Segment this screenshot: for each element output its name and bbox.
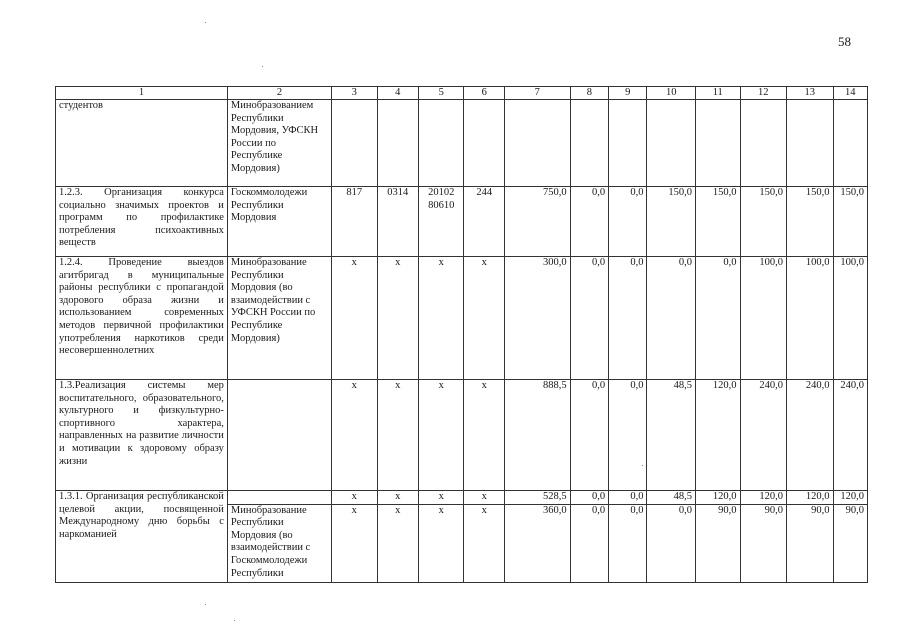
column-header: 12 (740, 87, 787, 100)
cell-col10: 150,0 (647, 187, 696, 257)
cell-col9: 0,0 (609, 504, 647, 582)
cell-col12 (740, 100, 787, 187)
cell-col13: 240,0 (787, 380, 834, 491)
cell-col7: 528,5 (504, 491, 570, 505)
cell-col5: x (418, 257, 464, 380)
cell-col5: x (418, 380, 464, 491)
cell-col9 (609, 100, 647, 187)
cell-col10: 0,0 (647, 504, 696, 582)
cell-col11: 90,0 (696, 504, 740, 582)
cell-col11 (696, 100, 740, 187)
cell-col7: 300,0 (504, 257, 570, 380)
column-header: 9 (609, 87, 647, 100)
cell-col3: x (332, 491, 378, 505)
table-row (56, 187, 868, 257)
table-row (56, 100, 868, 187)
table-row (56, 257, 868, 380)
cell-col6: x (464, 380, 504, 491)
column-header: 2 (227, 87, 331, 100)
cell-col14: 100,0 (833, 257, 868, 380)
responsible-executor (227, 380, 331, 491)
cell-col4 (377, 100, 418, 187)
cell-col9: 0,0 (609, 380, 647, 491)
cell-col12: 100,0 (740, 257, 787, 380)
responsible-executor: Минобразование Республики Мордовия (во взаимодействии с УФСКН России по Республике Мордовия) (227, 257, 331, 380)
cell-col12: 150,0 (740, 187, 787, 257)
column-header: 10 (647, 87, 696, 100)
cell-col12: 90,0 (740, 504, 787, 582)
cell-col4: 0314 (377, 187, 418, 257)
table-row (56, 380, 868, 491)
column-header: 5 (418, 87, 464, 100)
table-row (56, 491, 868, 505)
cell-col4: x (377, 491, 418, 505)
cell-col10 (647, 100, 696, 187)
cell-col8: 0,0 (570, 504, 608, 582)
cell-col8: 0,0 (570, 187, 608, 257)
column-header: 3 (332, 87, 378, 100)
cell-col13 (787, 100, 834, 187)
column-header: 7 (504, 87, 570, 100)
cell-col14 (833, 100, 868, 187)
cell-col6: x (464, 491, 504, 505)
cell-col7: 360,0 (504, 504, 570, 582)
budget-table (55, 86, 868, 583)
column-header: 6 (464, 87, 504, 100)
column-header: 1 (56, 87, 228, 100)
cell-col5: 20102 80610 (418, 187, 464, 257)
measure-name: 1.2.4. Проведение выездов агитбригад в муниципальные районы республики с пропагандой здорового образа жизни и использованием современных методов первичной профилактики употребления наркотиков среди несовершеннолетних (56, 257, 228, 380)
cell-col6: 244 (464, 187, 504, 257)
cell-col3 (332, 100, 378, 187)
cell-col5 (418, 100, 464, 187)
cell-col14: 90,0 (833, 504, 868, 582)
cell-col7 (504, 100, 570, 187)
cell-col10: 0,0 (647, 257, 696, 380)
column-header: 13 (787, 87, 834, 100)
cell-col8: 0,0 (570, 491, 608, 505)
cell-col6: x (464, 504, 504, 582)
cell-col6 (464, 100, 504, 187)
measure-name: 1.3.1. Организация республиканской целевой акции, посвященной Международному дню борьбы с наркоманией (56, 491, 228, 583)
cell-col13: 150,0 (787, 187, 834, 257)
column-header: 11 (696, 87, 740, 100)
cell-col7: 888,5 (504, 380, 570, 491)
cell-col11: 150,0 (696, 187, 740, 257)
cell-col14: 150,0 (833, 187, 868, 257)
column-header: 14 (833, 87, 868, 100)
cell-col9: 0,0 (609, 187, 647, 257)
cell-col8: 0,0 (570, 257, 608, 380)
scan-speck (205, 22, 206, 23)
cell-col3: x (332, 380, 378, 491)
cell-col8: 0,0 (570, 380, 608, 491)
cell-col13: 120,0 (787, 491, 834, 505)
cell-col4: x (377, 257, 418, 380)
scan-speck (262, 66, 263, 67)
cell-col13: 100,0 (787, 257, 834, 380)
responsible-executor: Минобразованием Республики Мордовия, УФСКН России по Республике Мордовия) (227, 100, 331, 187)
cell-col13: 90,0 (787, 504, 834, 582)
cell-col11: 120,0 (696, 491, 740, 505)
responsible-executor: Госкоммолодежи Республики Мордовия (227, 187, 331, 257)
cell-col7: 750,0 (504, 187, 570, 257)
cell-col8 (570, 100, 608, 187)
cell-col9: 0,0 (609, 257, 647, 380)
cell-col6: x (464, 257, 504, 380)
cell-col11: 0,0 (696, 257, 740, 380)
responsible-executor (227, 491, 331, 505)
cell-col14: 120,0 (833, 491, 868, 505)
cell-col12: 240,0 (740, 380, 787, 491)
page-number: 58 (838, 34, 851, 49)
measure-name: 1.3.Реализация системы мер воспитательного, образовательного, культурного и физкультурно-спортивного характера, направленных на развитие личности и мотивации к здоровому образу жизни (56, 380, 228, 491)
cell-col4: x (377, 504, 418, 582)
scan-speck (205, 604, 206, 605)
cell-col5: x (418, 491, 464, 505)
column-header: 8 (570, 87, 608, 100)
cell-col11: 120,0 (696, 380, 740, 491)
responsible-executor: Минобразование Республики Мордовия (во взаимодействии с Госкоммолодежи Республики (227, 504, 331, 582)
cell-col4: x (377, 380, 418, 491)
measure-name: 1.2.3. Организация конкурса социально значимых проектов и программ по профилактике потребления психоактивных веществ (56, 187, 228, 257)
cell-col10: 48,5 (647, 491, 696, 505)
cell-col9: 0,0 (609, 491, 647, 505)
cell-col3: x (332, 257, 378, 380)
cell-col5: x (418, 504, 464, 582)
column-header: 4 (377, 87, 418, 100)
cell-col3: 817 (332, 187, 378, 257)
scan-speck (642, 465, 643, 466)
cell-col10: 48,5 (647, 380, 696, 491)
header-row (56, 87, 868, 100)
cell-col14: 240,0 (833, 380, 868, 491)
cell-col12: 120,0 (740, 491, 787, 505)
measure-name: студентов (56, 100, 228, 187)
cell-col3: x (332, 504, 378, 582)
scan-speck (234, 620, 235, 621)
